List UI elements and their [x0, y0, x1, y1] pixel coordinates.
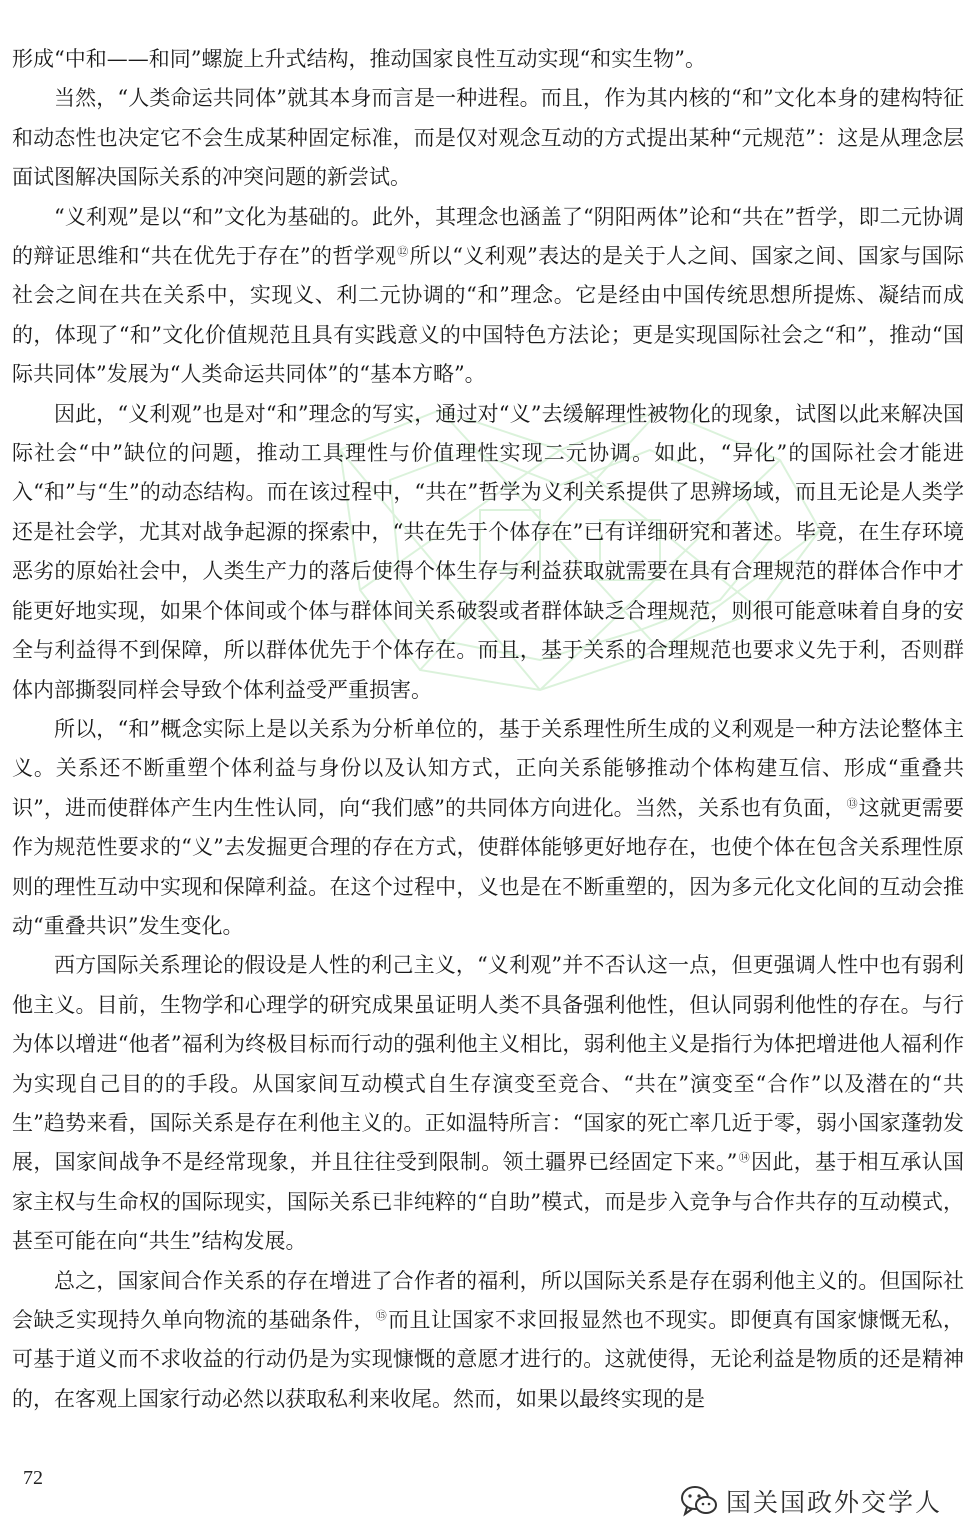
paragraph — [12, 40, 964, 79]
paragraph-text: 所以，“和”概念实际上是以关系为分析单位的，基于关系理性所生成的义利观是一种方法论整体主义。关系还不断重塑个体利益与身份以及认知方式，正向关系能够推动个体构建互信、形成“重叠共识”，进而使群体产生内生性认同，向“我们感”的共同体方向进化。当然，关系也有负面， — [12, 716, 964, 820]
paragraph — [12, 946, 964, 1261]
footnote-marker: ⑮ — [375, 1309, 388, 1322]
paragraph — [12, 79, 964, 197]
paragraph-text: 西方国际关系理论的假设是人性的利己主义，“义利观”并不否认这一点，但更强调人性中也有弱利他主义。目前，生物学和心理学的研究成果虽证明人类不具备强利他性，但认同弱利他性的存在。与行为体以增进“他者”福利为终极目标而行动的强利他主义相比，弱利他主义是指行为体把增进他人福利作为实现自己目的的手段。从国家间互动模式自生存演变至竞合、“共在”演变至“合作”以及潜在的“共生”趋势来看，国际关系是存在利他主义的。正如温特所言：“国家的死亡率几近于零，弱小国家蓬勃发展，国家间战争不是经常现象，并且往往受到限制。领土疆界已经固定下来。” — [12, 953, 964, 1175]
paragraph — [12, 1262, 964, 1420]
page-body — [12, 40, 964, 1419]
paragraph-text: 当然，“人类命运共同体”就其本身而言是一种进程。而且，作为其内核的“和”文化本身的建构特征和动态性也决定它不会生成某种固定标准，而是仅对观念互动的方式提出某种“元规范”：这是从理念层面试图解决国际关系的冲突问题的新尝试。 — [12, 86, 964, 190]
page-number: 72 — [23, 1467, 43, 1489]
paragraph-text: 因此，“义利观”也是对“和”理念的写实，通过对“义”去缓解理性被物化的现象，试图以此来解决国际社会“中”缺位的问题，推动工具理性与价值理性实现二元协调。如此，“异化”的国际社会才能进入“和”与“生”的动态结构。而在该过程中，“共在”哲学为义利关系提供了思辨场域，而且无论是人类学还是社会学，尤其对战争起源的探索中，“共在先于个体存在”已有详细研究和著述。毕竟，在生存环境恶劣的原始社会中，人类生产力的落后使得个体生存与利益获取就需要在具有合理规范的群体合作中才能更好地实现，如果个体间或个体与群体间关系破裂或者群体缺乏合理规范，则很可能意味着自身的安全与利益得不到保障，所以群体优先于个体存在。而且，基于关系的合理规范也要求义先于利，否则群体内部撕裂同样会导致个体利益受严重损害。 — [12, 401, 964, 702]
paragraph — [12, 710, 964, 946]
brand-text: 国关国政外交学人 — [725, 1488, 942, 1517]
paragraph-text: 而且让国家不求回报显然也不现实。即便真有国家慷慨无私，可基于道义而不求收益的行动仍是为实现慷慨的意愿才进行的。这就使得，无论利益是物质的还是精神的，在客观上国家行动必然以获取私利来收尾。然而，如果以最终实现的是 — [12, 1308, 965, 1411]
paragraph — [12, 395, 964, 710]
paragraph-text: 总之，国家间合作关系的存在增进了合作者的福利，所以国际关系是存在弱利他主义的。但国际社会缺乏实现持久单向物流的基础条件， — [12, 1268, 964, 1332]
paragraph-text: “义利观”是以“和”文化为基础的。此外，其理念也涵盖了“阴阳两体”论和“共在”哲学，即二元协调的辩证思维和“共在优先于存在”的哲学观 — [12, 204, 964, 269]
brand — [680, 1483, 942, 1519]
paragraph-text: 所以“义利观”表达的是关于人之间、国家之间、国家与国际社会之间在共在关系中，实现义、利二元协调的“和”理念。它是经由中国传统思想所提炼、凝结而成的，体现了“和”文化价值规范且具有实践意义的中国特色方法论；更是实现国际社会之“和”，推动“国际共同体”发展为“人类命运共同体”的“基本方略”。 — [12, 244, 964, 387]
paragraph — [12, 198, 964, 395]
footnote-marker: ⑫ — [397, 245, 409, 259]
paragraph-text: 形成“中和——和同”螺旋上升式结构，推动国家良性互动实现“和实生物”。 — [12, 47, 706, 71]
paragraph-text: 因此，基于相互承认国家主权与生命权的国际现实，国际关系已非纯粹的“自助”模式，而是步入竞争与合作共存的互动模式，甚至可能在向“共生”结构发展。 — [12, 1150, 964, 1254]
footnote-marker: ⑭ — [738, 1151, 751, 1165]
paragraph-text: 这就更需要作为规范性要求的“义”去发掘更合理的存在方式，使群体能够更好地存在，也使个体在包含关系理性原则的理性互动中实现和保障利益。在这个过程中，义也是在不断重塑的，因为多元化文化间的互动会推动“重叠共识”发生变化。 — [12, 795, 965, 938]
wechat-icon — [680, 1484, 718, 1518]
footnote-marker: ⑬ — [846, 796, 858, 810]
